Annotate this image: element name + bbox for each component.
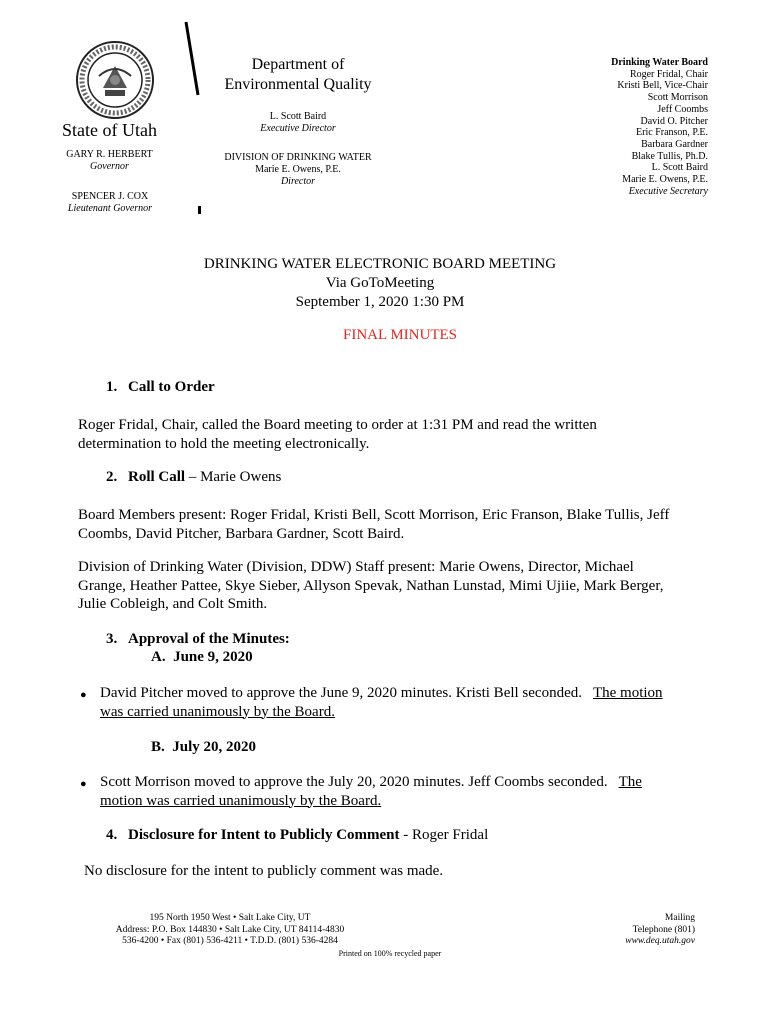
board-member: David O. Pitcher: [640, 115, 708, 127]
staff-line: Grange, Heather Pattee, Skye Sieber, Allyson Spevak, Nathan Lunstad, Mimi Ujiie, Mark Berger,: [78, 577, 664, 594]
meeting-date: September 1, 2020 1:30 PM: [295, 294, 465, 310]
footer-address-line: 536-4200 • Fax (801) 536-4211 • T.D.D. (801) 536-4284: [122, 936, 338, 946]
board-members-line: Coombs, David Pitcher, Barbara Gardner, Scott Baird.: [78, 525, 405, 542]
division-director-title: Director: [280, 176, 316, 187]
footer-address-line: Address: P.O. Box 144830 • Salt Lake City, UT 84114-4830: [115, 924, 345, 935]
meeting-title: DRINKING WATER ELECTRONIC BOARD MEETING: [203, 256, 557, 272]
section-4-number: 4.: [106, 827, 118, 843]
board-member: Blake Tullis, Ph.D.: [631, 150, 708, 162]
executive-director-title: Executive Director: [260, 123, 336, 134]
utah-state-seal-icon: [75, 40, 155, 120]
minutes-status: FINAL MINUTES: [342, 327, 458, 343]
section-4-presenter: - Roger Fridal: [399, 827, 489, 843]
lt-governor-name: SPENCER J. COX: [71, 191, 149, 202]
department-name: [208, 55, 388, 95]
board-member: Jeff Coombs: [657, 103, 708, 115]
board-member: Eric Franson, P.E.: [636, 127, 708, 139]
staff-line: Division of Drinking Water (Division, DDW) Staff present: Marie Owens, Director, Michael: [78, 559, 634, 575]
motion-3a-text: David Pitcher moved to approve the June 9, 2020 minutes. Kristi Bell seconded.: [100, 685, 582, 701]
letterhead-divider: [180, 20, 210, 220]
division-block: [208, 152, 388, 188]
board-member: Scott Morrison: [647, 92, 708, 104]
governor-name: GARY R. HERBERT: [66, 149, 153, 160]
board-member: Barbara Gardner: [641, 138, 708, 150]
section-4-text: No disclosure for the intent to publicly comment was made.: [84, 863, 444, 879]
board-member: Roger Fridal, Chair: [629, 68, 708, 80]
executive-director-block: [208, 111, 388, 135]
motion-3a-result: The motion: [592, 685, 663, 701]
governor-title: Governor: [90, 161, 129, 172]
footer-contact: [590, 913, 695, 948]
division-director-name: Marie E. Owens, P.E.: [255, 164, 341, 175]
section-2-number: 2.: [106, 469, 118, 485]
footer-telephone-label: Telephone (801): [632, 924, 695, 935]
subsection-3a-label: A. June 9, 2020: [151, 649, 253, 665]
bullet-icon: ●: [80, 778, 87, 790]
footer-address: [85, 913, 375, 948]
subsection-3b-label: B. July 20, 2020: [151, 739, 257, 755]
meeting-venue: Via GoToMeeting: [325, 275, 435, 291]
board-secretary-title: Executive Secretary: [628, 185, 708, 197]
section-1-number: 1.: [106, 379, 118, 395]
governor-block: [62, 149, 157, 173]
section-1-title: Call to Order: [128, 379, 215, 395]
lt-governor-title: Lieutenant Governor: [67, 203, 153, 214]
motion-3a-line-1: [100, 684, 720, 703]
motion-3b-result-line-2: motion was carried unanimously by the Board.: [100, 792, 382, 809]
bullet-icon: ●: [80, 689, 87, 701]
section-1-text: [78, 416, 718, 453]
board-member: L. Scott Baird: [651, 162, 708, 174]
section-1-text-line: Roger Fridal, Chair, called the Board meeting to order at 1:31 PM and read the written: [78, 417, 597, 433]
department-line-2: Environmental Quality: [224, 76, 372, 93]
section-4-title: Disclosure for Intent to Publicly Comment: [128, 827, 400, 843]
section-2-presenter: – Marie Owens: [185, 469, 282, 485]
section-4-heading: [128, 827, 488, 844]
footer-website: www.deq.utah.gov: [625, 936, 695, 946]
motion-3b-result: The: [618, 774, 642, 790]
section-1-text-line: determination to hold the meeting electronically.: [78, 435, 370, 452]
division-name: DIVISION OF DRINKING WATER: [224, 152, 372, 163]
executive-director-name: L. Scott Baird: [269, 111, 327, 122]
lt-governor-block: [55, 191, 165, 215]
meeting-heading: [150, 255, 610, 312]
department-line-1: Department of: [251, 56, 345, 73]
section-3-title: Approval of the Minutes:: [128, 631, 290, 647]
board-roster: [560, 57, 708, 197]
footer-recycled-note: Printed on 100% recycled paper: [338, 949, 442, 958]
motion-3b-line-1: [100, 773, 720, 792]
section-2-heading: [128, 469, 281, 486]
board-member: Kristi Bell, Vice-Chair: [617, 80, 708, 92]
section-2-title: Roll Call: [128, 469, 186, 485]
footer-address-line: 195 North 1950 West • Salt Lake City, UT: [149, 913, 311, 923]
motion-3b-text: Scott Morrison moved to approve the July 20, 2020 minutes. Jeff Coombs seconded.: [100, 774, 608, 790]
staff-line: Julie Cobleigh, and Colt Smith.: [78, 596, 268, 612]
staff-present: [78, 558, 738, 614]
board-member: Marie E. Owens, P.E.: [622, 174, 708, 186]
board-members-line: Board Members present: Roger Fridal, Kristi Bell, Scott Morrison, Eric Franson, Blake Tullis, Jeff: [78, 507, 670, 523]
motion-3a: [100, 684, 720, 721]
motion-3a-result-line-2: was carried unanimously by the Board.: [100, 703, 335, 720]
state-name: State of Utah: [62, 120, 157, 140]
motion-3b: [100, 773, 720, 810]
section-3-number: 3.: [106, 631, 118, 647]
board-title: Drinking Water Board: [611, 57, 708, 68]
footer-mailing-label: Mailing: [664, 913, 695, 923]
board-members-present: [78, 506, 738, 543]
